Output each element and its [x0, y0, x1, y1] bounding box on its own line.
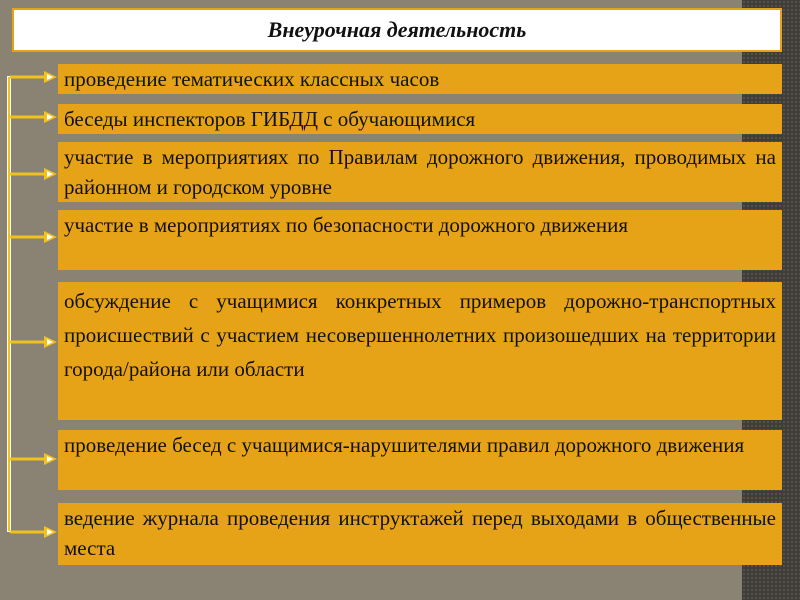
arrow-icon: [10, 70, 58, 84]
list-item: [58, 64, 782, 94]
list-item: [58, 104, 782, 134]
list-item: [58, 282, 782, 420]
arrow-icon: [10, 335, 58, 349]
arrow-icon: [10, 230, 58, 244]
list-item-text: проведение тематических классных часов: [64, 67, 440, 91]
list-item: [58, 430, 782, 490]
list-item-text: участие в мероприятиях по Правилам дорожного движения, проводимых на районном и городском уровне: [64, 145, 776, 199]
list-item-text: ведение журнала проведения инструктажей перед выходами в общественные места: [64, 506, 776, 560]
arrow-icon: [10, 525, 58, 539]
list-item: [58, 210, 782, 270]
arrow-icon: [10, 167, 58, 181]
page-title: [12, 8, 782, 52]
arrow-icon: [10, 110, 58, 124]
list-item-text: проведение бесед с учащимися-нарушителями правил дорожного движения: [64, 433, 745, 457]
list-item-text: участие в мероприятиях по безопасности дорожного движения: [64, 213, 628, 237]
page-title-text: Внеурочная деятельность: [267, 17, 527, 42]
list-item-text: обсуждение с учащимися конкретных примеров дорожно-транспортных происшествий с участием несовершеннолетних произошедших на территории города/района или области: [64, 289, 776, 381]
list-item: [58, 142, 782, 202]
list-item-text: беседы инспекторов ГИБДД с обучающимися: [64, 107, 476, 131]
arrow-icon: [10, 452, 58, 466]
list-item: [58, 503, 782, 565]
